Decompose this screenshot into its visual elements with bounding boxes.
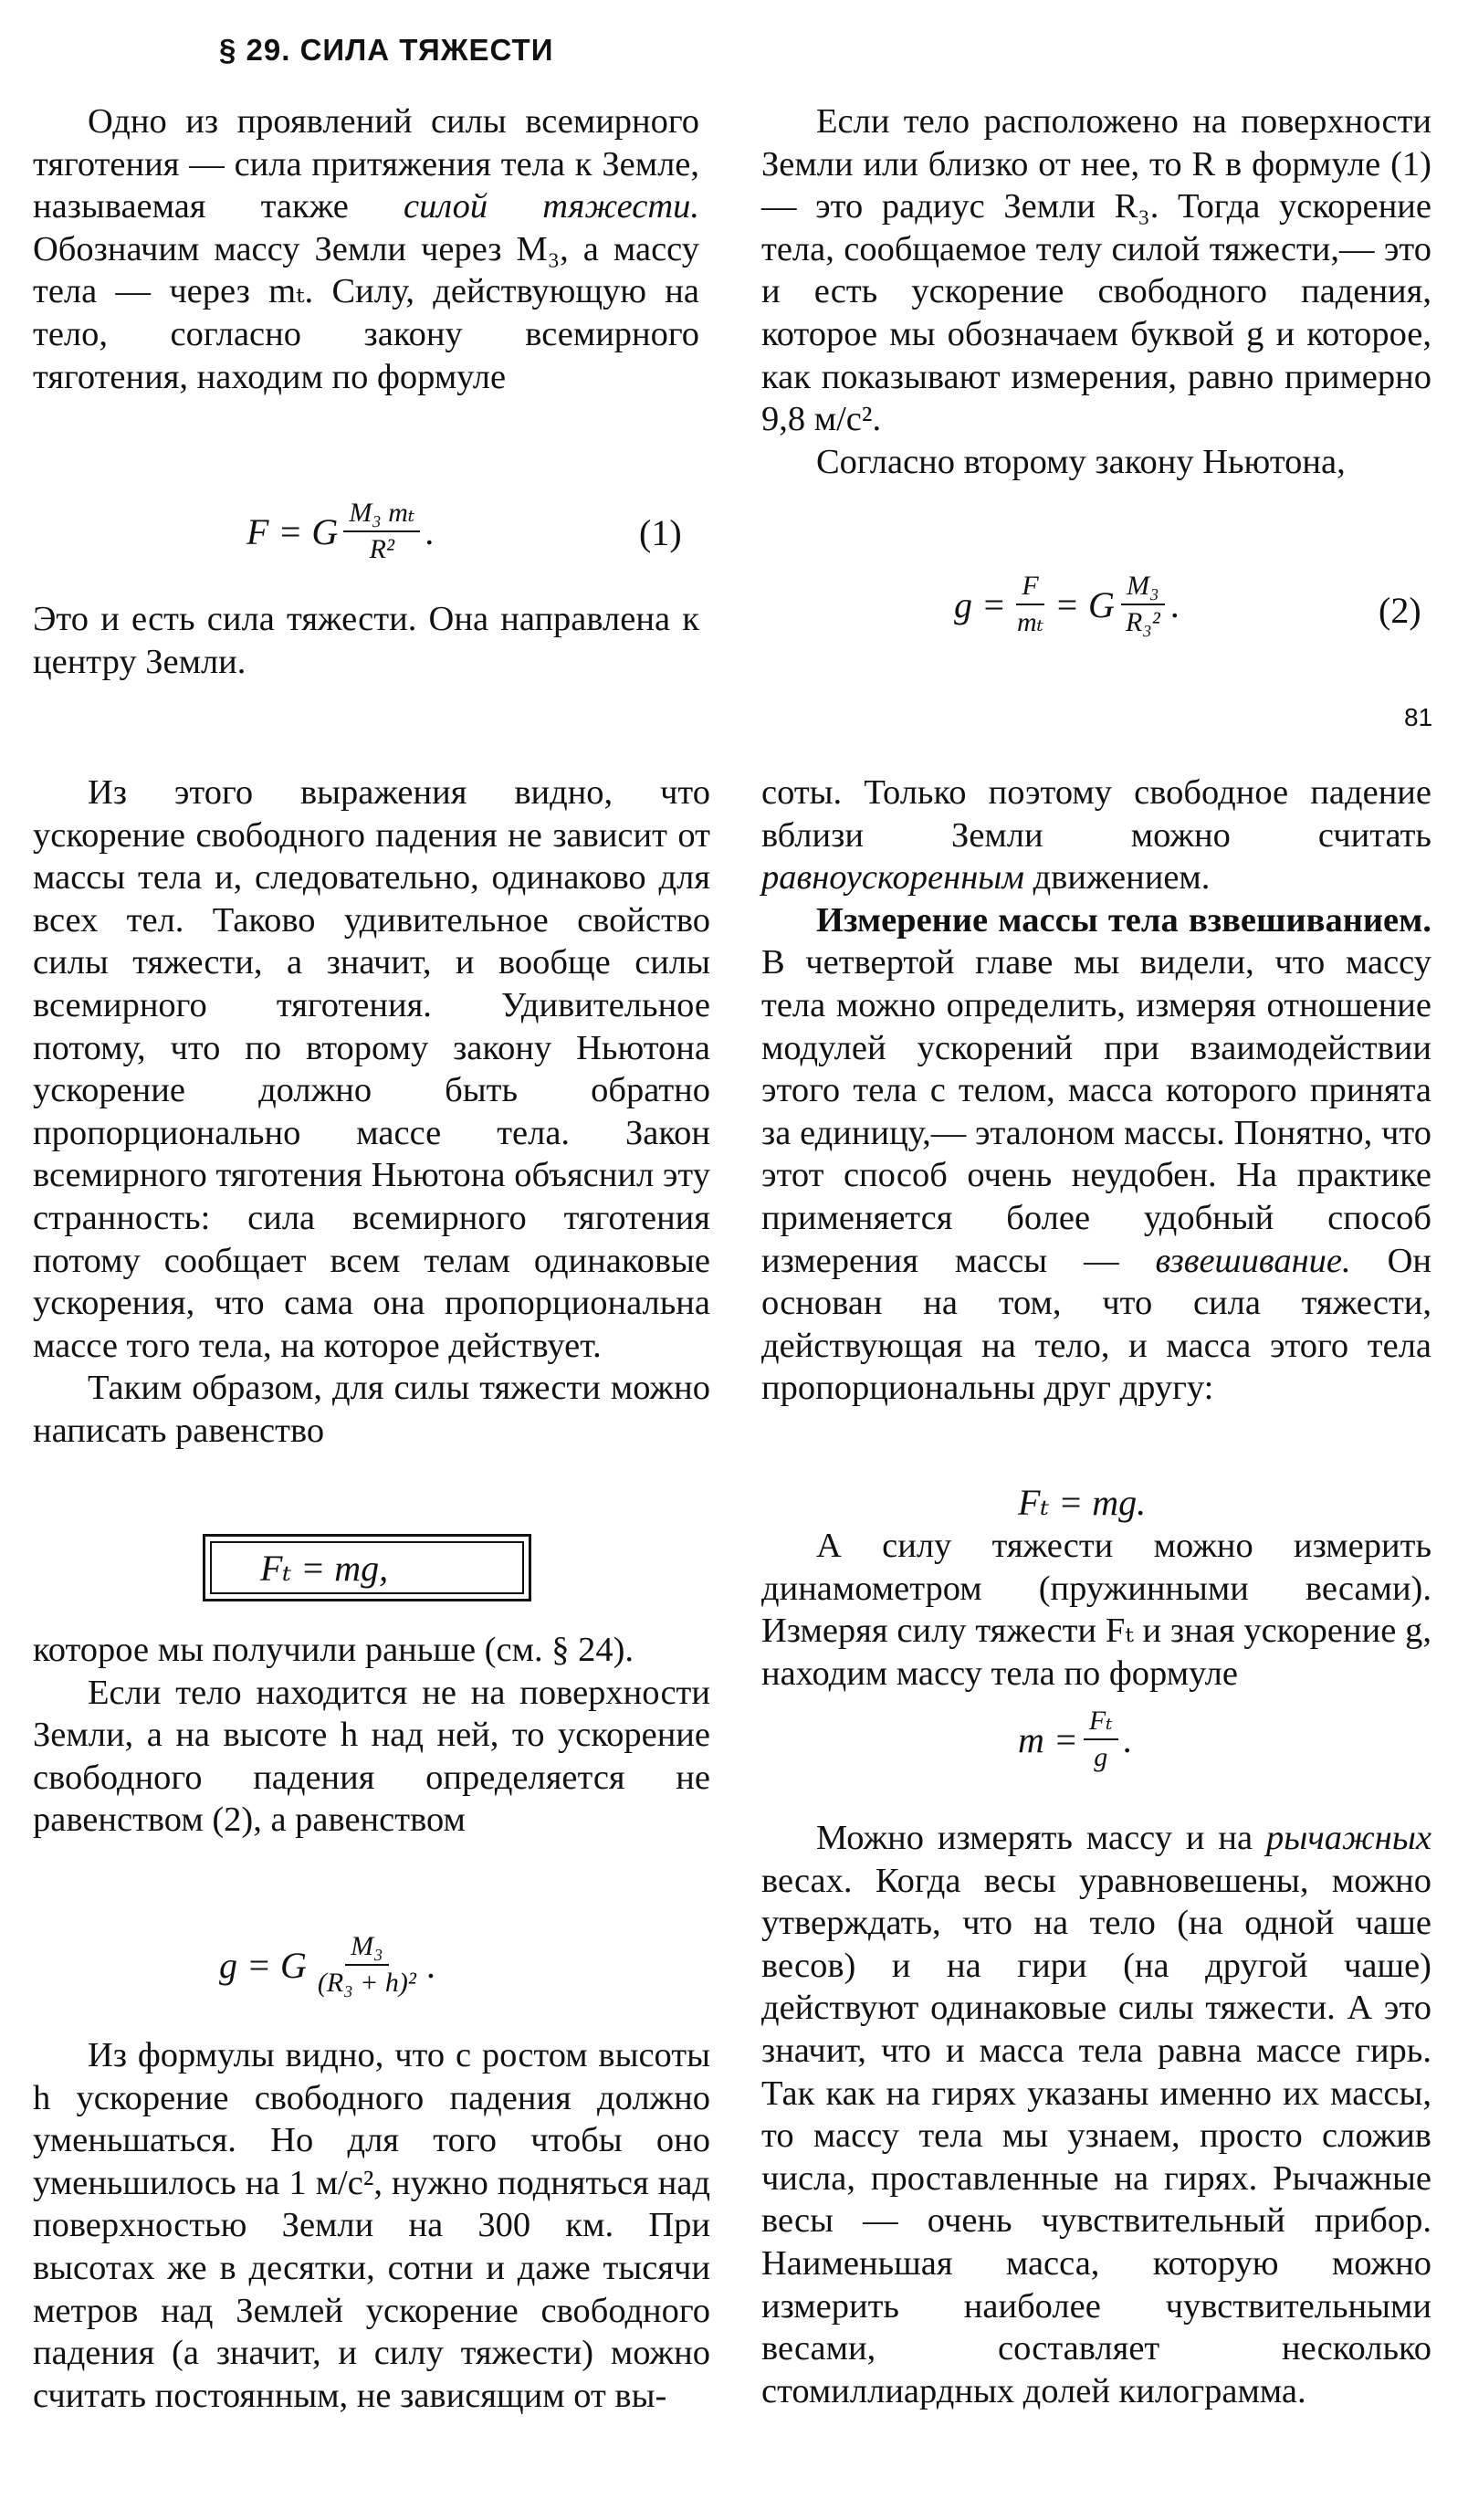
paragraph: Можно измерять массу и на рычажных весах. Когда весы уравновешены, можно утверждать, что на тело (на одной чаше весов) и на гири (на другой чаше) действуют одинаковые силы тяжести. А это значит, что и масса тела равна массе гирь. Так как на гирях указаны именно их массы, то массу тела мы узнаем, просто сложив числа, проставленные на гирях. Рычажные весы — очень чувствительный прибор. Наименьшая масса, которую можно измерить наиболее чувствительными весами, составляет несколько стомиллиардных долей килограмма. (761, 1819, 1432, 2410)
paragraph: Таким образом, для силы тяжести можно написать равенство (33, 1369, 710, 1450)
paragraph: А силу тяжести можно измерить динамометром (пружинными весами). Измеряя силу тяжести Fₜ и зная ускорение g, находим массу тела по формуле (761, 1527, 1431, 1693)
paragraph: которое мы получили раньше (см. § 24). (33, 1631, 634, 1669)
subheading: Измерение массы тела взвешиванием. (816, 900, 1431, 940)
section-heading: § 29. СИЛА ТЯЖЕСТИ (219, 33, 554, 67)
paragraph: Согласно второму закону Ньютона, (816, 442, 1346, 481)
bottom-right-column-mid (761, 1525, 1431, 1695)
formula-gravity-force: F = G $\frac{\text{M₃ mₜ}}{\text{R²}}$ . (246, 498, 435, 564)
paragraph: Если тело расположено на поверхности Земли или близко от нее, то R в формуле (1) — это радиус Земли R₃. Тогда ускорение тела, сообщаемое телу силой тяжести,— это и есть ускорение свободного падения, которое мы обозначаем буквой g и которое, как показывают измерения, равно примерно 9,8 м/с². (761, 102, 1431, 439)
formula-weight: Fₜ = mg. (1018, 1482, 1147, 1523)
paragraph: Это и есть сила тяжести. Она направлена к центру Земли. (33, 600, 699, 681)
formula-free-fall-acceleration: g = $\frac{F}{\text{mₜ}}$ = G $\frac{\text{M₃}}{\text{R₃²}}$ . (954, 571, 1180, 637)
paragraph: Одно из проявлений силы всемирного тяготения — сила притяжения тела к Земле, называемая также силой тяжести. Обозначим массу Земли через M₃, а массу тела — через mₜ. Силу, действующую на тело, согласно закону всемирного тяготения, находим по формуле (33, 102, 700, 396)
bottom-right-column (761, 772, 1431, 1410)
paragraph: Из формулы видно, что с ростом высоты h ускорение свободного падения должно уменьшаться. Но для того чтобы оно уменьшилось на 1 м/с², нужно подняться над поверхностью Земли на 300 км. При высотах же в десятки, сотни и даже тысячи метров над Землей ускорение свободного падения (а значит, и силу тяжести) можно считать постоянным, не зависящим от вы- (33, 2036, 710, 2415)
top-left-column-end (33, 598, 699, 683)
paragraph: Измерение массы тела взвешиванием. В четвертой главе мы видели, что массу тела можно определить, измеряя отношение модулей ускорений при взаимодействии этого тела с телом, масса которого принята за единицу,— эталоном массы. Понятно, что этот способ очень неудобен. На практике применяется более удобный способ измерения массы — взвешивание. Он основан на том, что сила тяжести, действующая на тело, и масса этого тела пропорциональны друг другу: (761, 900, 1431, 1408)
paragraph: Если тело находится не на поверхности Земли, а на высоте h над ней, то ускорение свободного падения определяется не равенством (2), а равенством (33, 1673, 710, 1840)
top-right-column (761, 100, 1431, 483)
equation-number-2: (2) (1379, 590, 1421, 631)
top-left-column (33, 100, 699, 398)
formula-altitude: g = G $\frac{\text{M₃}}{\text{(R₃ + h)²}}$ . (219, 1931, 436, 1998)
formula-mass: m = $\frac{\text{Fₜ}}{g}$ . (1018, 1706, 1133, 1772)
boxed-formula-gravity: Fₜ = mg, (203, 1534, 531, 1601)
equation-number-1: (1) (639, 512, 682, 553)
bottom-left-column (33, 772, 710, 1453)
paragraph: соты. Только поэтому свободное падение вблизи Земли можно считать равноускоренным движением. (761, 773, 1431, 898)
paragraph: Из этого выражения видно, что ускорение свободного падения не зависит от массы тела и, следовательно, одинаково для всех тел. Таково удивительное свойство силы тяжести, а значит, и вообще силы всемирного тяготения. Удивительное потому, что по второму закону Ньютона ускорение должно быть обратно пропорционально массе тела. Закон всемирного тяготения Ньютона объяснил эту странность: сила всемирного тяготения потому сообщает всем телам одинаковые ускорения, что сама она пропорциональна массе того тела, на которое действует. (33, 773, 710, 1365)
bottom-left-column-end (33, 2034, 710, 2417)
bottom-left-column-mid (33, 1629, 710, 1842)
page-number: 81 (1404, 703, 1433, 731)
bottom-right-column-end (761, 1817, 1431, 2412)
